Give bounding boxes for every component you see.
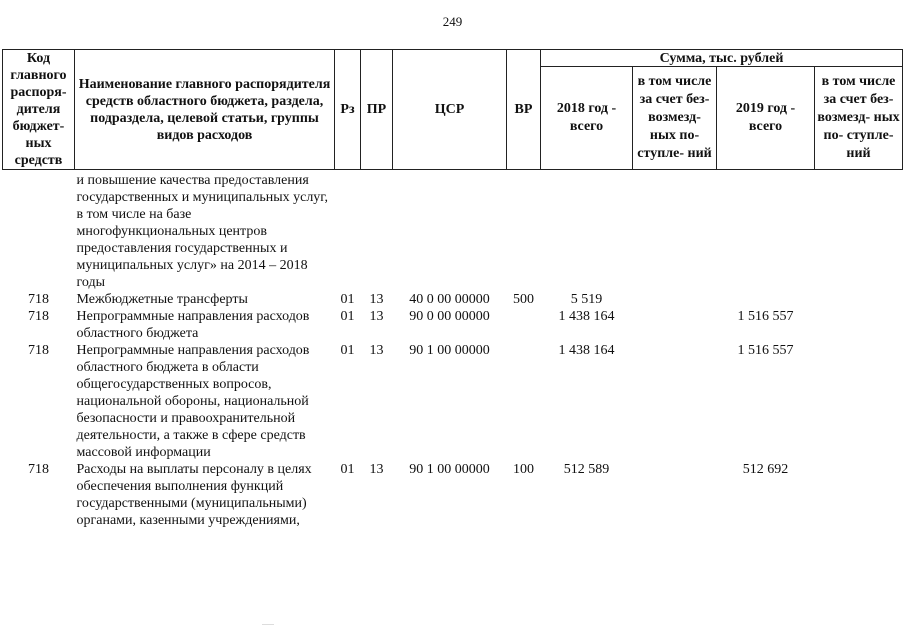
row-pr: 13 <box>369 309 384 324</box>
header-code: Код главного распоря- дителя бюджет- ных средств <box>3 50 75 170</box>
row-pr <box>361 170 393 292</box>
row-2018-total: 5 519 <box>570 292 603 307</box>
row-2018-incl <box>633 291 717 308</box>
header-2019-incl: в том числе за счет без- возмезд- ных по- ступле- ний <box>815 67 903 170</box>
table-row <box>3 461 903 529</box>
row-vr: 500 <box>513 292 534 307</box>
row-2019-total: 1 516 557 <box>737 309 794 324</box>
row-vr <box>507 308 541 342</box>
row-2018-total <box>541 170 633 292</box>
row-2018-incl <box>633 342 717 461</box>
row-name: Межбюджетные трансферты <box>76 292 248 307</box>
header-name: Наименование главного распорядителя средств областного бюджета, раздела, подраздела, целевой статьи, группы видов расходов <box>75 50 335 170</box>
header-2018-total: 2018 год - всего <box>541 67 633 170</box>
row-vr <box>507 170 541 292</box>
row-csr: 40 0 00 00000 <box>409 292 490 307</box>
row-2018-total: 512 589 <box>563 462 610 477</box>
row-name: Непрограммные направления расходов областного бюджета в области общегосударственных вопросов, национальной обороны, национальной безопасности и правоохранительной деятельности, а также в сфере средств массовой информации <box>76 343 310 460</box>
header-csr: ЦСР <box>393 50 507 170</box>
row-2019-total <box>717 170 815 292</box>
row-2019-incl <box>815 170 903 292</box>
row-2018-incl <box>633 461 717 529</box>
table-row <box>3 291 903 308</box>
row-2019-incl <box>815 461 903 529</box>
row-code: 718 <box>28 309 49 324</box>
row-2019-total: 512 692 <box>742 462 789 477</box>
row-csr <box>393 170 507 292</box>
row-code: 718 <box>28 292 49 307</box>
table-row <box>3 170 903 292</box>
row-name: и повышение качества предоставления государственных и муниципальных услуг, в том числе на базе многофункциональных центров предоставления государственных и муниципальных услуг» на 2014 – 2018 годы <box>76 173 328 290</box>
row-2018-incl <box>633 170 717 292</box>
row-pr: 13 <box>369 343 384 358</box>
row-csr: 90 1 00 00000 <box>409 462 490 477</box>
header-vr: ВР <box>507 50 541 170</box>
row-2018-total: 1 438 164 <box>558 309 615 324</box>
row-code: 718 <box>28 343 49 358</box>
scan-mark <box>262 624 274 625</box>
row-pr: 13 <box>369 292 384 307</box>
row-csr: 90 0 00 00000 <box>409 309 490 324</box>
row-rz <box>335 170 361 292</box>
row-name: Расходы на выплаты персоналу в целях обеспечения выполнения функций государственными (муниципальными) органами, казенными учреждениями, <box>76 462 312 528</box>
table-row <box>3 308 903 342</box>
row-rz: 01 <box>340 343 355 358</box>
header-sum: Сумма, тыс. рублей <box>541 50 903 67</box>
row-pr: 13 <box>369 462 384 477</box>
row-2019-total <box>717 291 815 308</box>
row-2018-total: 1 438 164 <box>558 343 615 358</box>
header-2018-incl: в том числе за счет без- возмезд- ных по- ступле- ний <box>633 67 717 170</box>
page-number: 249 <box>442 14 463 29</box>
row-vr <box>507 342 541 461</box>
row-name: Непрограммные направления расходов областного бюджета <box>76 309 310 341</box>
row-2019-incl <box>815 342 903 461</box>
row-rz: 01 <box>340 309 355 324</box>
row-code: 718 <box>28 462 49 477</box>
row-2019-total: 1 516 557 <box>737 343 794 358</box>
header-2019-total: 2019 год - всего <box>717 67 815 170</box>
row-rz: 01 <box>340 292 355 307</box>
row-rz: 01 <box>340 462 355 477</box>
row-code <box>3 170 75 292</box>
row-csr: 90 1 00 00000 <box>409 343 490 358</box>
header-pr: ПР <box>361 50 393 170</box>
row-vr: 100 <box>513 462 534 477</box>
table-row <box>3 342 903 461</box>
row-2018-incl <box>633 308 717 342</box>
header-rz: Рз <box>335 50 361 170</box>
row-2019-incl <box>815 308 903 342</box>
budget-table <box>2 49 903 529</box>
row-2019-incl <box>815 291 903 308</box>
